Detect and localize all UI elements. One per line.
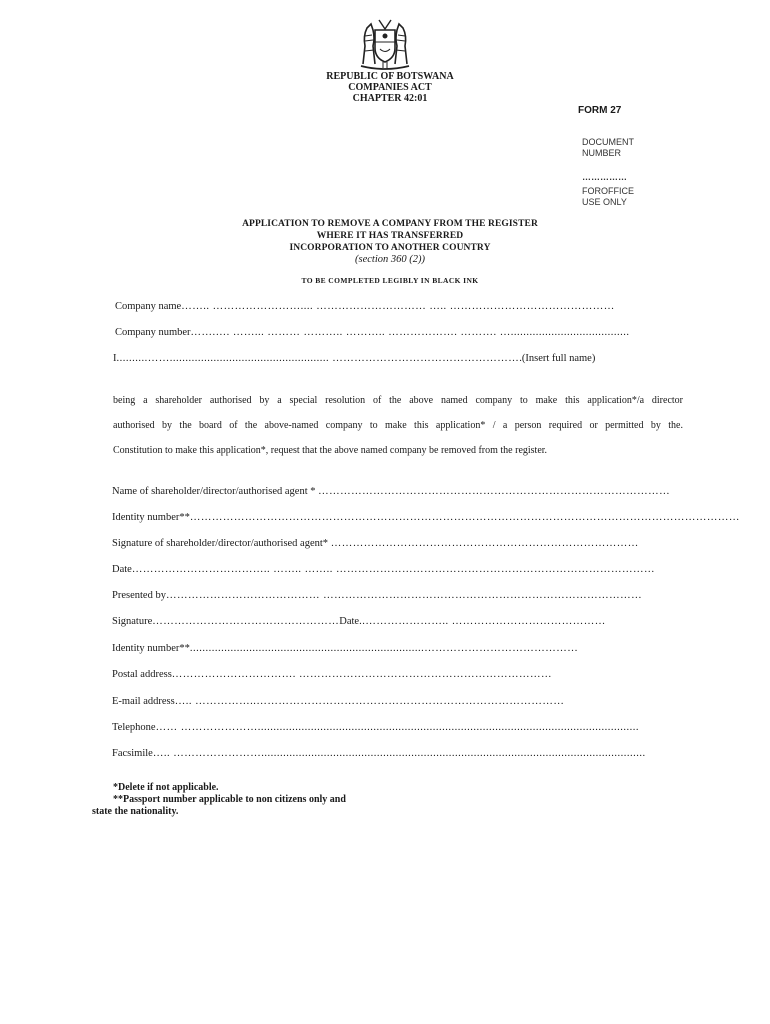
coat-of-arms-emblem [353, 16, 417, 72]
presented-by-field[interactable]: Presented by…………………………………… …………………………………………………………………………… [112, 590, 643, 601]
note-delete: *Delete if not applicable. [113, 782, 219, 793]
document-number-label: DOCUMENT NUMBER [582, 137, 634, 158]
signature-field-1[interactable]: Signature of shareholder/director/authorised agent* ………………………………………………………………………… [112, 538, 639, 549]
declaration-line1: being a shareholder authorised by a special resolution of the above named company to make this application*/a director [113, 395, 683, 406]
note-nationality: state the nationality. [92, 806, 179, 817]
postal-address-field[interactable]: Postal address……………………………. …………………………………………………………… [112, 669, 553, 680]
form-title-line2: WHERE IT HAS TRANSFERRED [316, 231, 464, 241]
document-number-dots: …………… [582, 172, 627, 182]
form-number: FORM 27 [578, 105, 622, 116]
identity-number-field-1[interactable]: Identity number**…………………………………………………………………………………………………………………………………… [112, 512, 740, 523]
form-title-line3: INCORPORATION TO ANOTHER COUNTRY [289, 243, 491, 253]
shareholder-name-field[interactable]: Name of shareholder/director/authorised agent * …………………………………………………………………………………… [112, 486, 671, 497]
telephone-field[interactable]: Telephone…… ………………….......................................................................................................................... [112, 722, 639, 733]
identity-number-field-2[interactable]: Identity number**...........................................................................…………………………………… [112, 643, 579, 654]
form-title-line1: APPLICATION TO REMOVE A COMPANY FROM THE REGISTER [242, 219, 538, 229]
note-passport: **Passport number applicable to non citizens only and [113, 794, 346, 805]
signature-date-field-2[interactable]: Signature……………………………………………Date..………………….. …………………………………… [112, 616, 606, 627]
office-use-label: FOROFFICE USE ONLY [582, 186, 634, 207]
section-reference: (section 360 (2)) [355, 254, 425, 265]
date-field-1[interactable]: Date……………………………….. …….. …….. …………………………………………………………………………… [112, 564, 655, 575]
company-name-field[interactable]: Company name…….. …………………….... ………………………… ….. ……………………………………… [115, 301, 615, 312]
company-number-field[interactable]: Company number…….…. ……... ……… ……….. ……….. ………………. ………. …...................................... [115, 327, 630, 338]
full-name-field[interactable]: I..........……................................................... …………………………………………….(Insert full name) [113, 353, 596, 364]
declaration-line3: Constitution to make this application*, request that the above named company be removed from the register. [113, 445, 548, 456]
header-chapter: CHAPTER 42:01 [352, 93, 428, 104]
header-republic: REPUBLIC OF BOTSWANA [326, 71, 454, 82]
header-companies-act: COMPANIES ACT [348, 82, 432, 93]
declaration-line2: authorised by the board of the above-named company to make this application* / a person required or permitted by the. [113, 420, 683, 431]
facsimile-field[interactable]: Facsimile….. ……………………........................................................................................................................... [112, 748, 646, 759]
ink-instruction: TO BE COMPLETED LEGIBLY IN BLACK INK [301, 276, 479, 285]
email-address-field[interactable]: E-mail address….. ……………..………………………………………………………………………… [112, 696, 565, 707]
